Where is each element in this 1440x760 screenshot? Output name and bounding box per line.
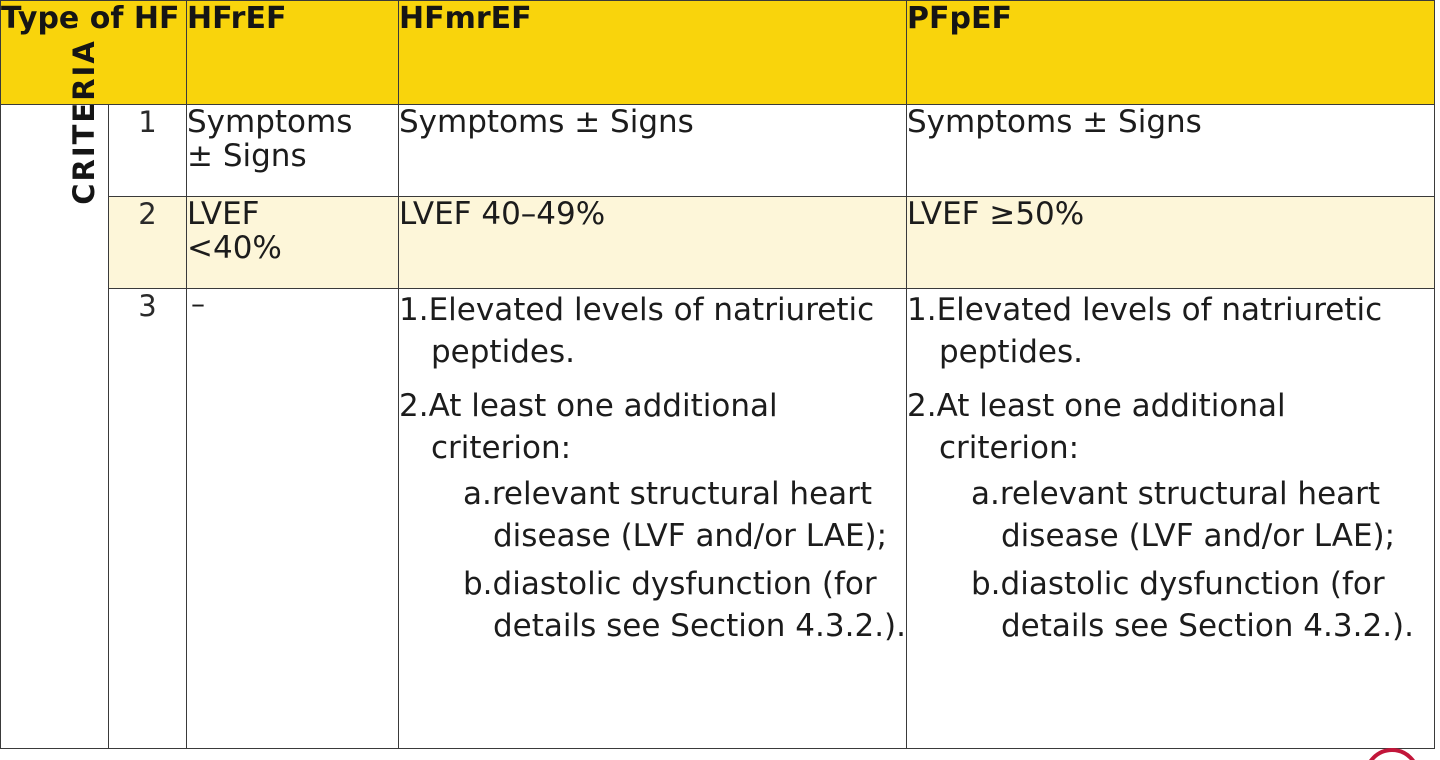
hfpef-criteria-cell	[907, 289, 1435, 749]
hfref-line: Symptoms	[187, 104, 353, 140]
hfmref-criteria-cell	[399, 289, 907, 749]
hfref-line: LVEF	[187, 196, 260, 232]
criteria-cell	[1, 39, 109, 749]
row-number: 2	[109, 197, 187, 289]
criterion-subitem: a.relevant structural heart disease (LVF and/or LAE);	[463, 476, 888, 554]
hfpef-cell: Symptoms ± Signs	[907, 105, 1435, 197]
criterion-item	[907, 385, 1434, 647]
logo-ring-icon	[1364, 748, 1420, 760]
criteria-label: CRITERIA	[66, 39, 101, 205]
logo-icon	[1362, 748, 1426, 760]
hfref-line: ± Signs	[187, 138, 307, 174]
criterion-subitem: a.relevant structural heart disease (LVF and/or LAE);	[971, 476, 1396, 554]
hfmref-cell: LVEF 40–49%	[399, 197, 907, 289]
row-number: 3	[109, 289, 187, 749]
criterion-text: 2.At least one additional criterion:	[399, 388, 778, 466]
hfmref-cell: Symptoms ± Signs	[399, 105, 907, 197]
criterion-subitem: b.diastolic dysfunction (for details see Section 4.3.2.).	[463, 566, 906, 644]
header-hfref: HFrEF	[187, 1, 399, 105]
criterion-item	[399, 385, 906, 647]
row-number: 1	[109, 105, 187, 197]
header-hfpef: PFpEF	[907, 1, 1435, 105]
criterion-subitem: b.diastolic dysfunction (for details see Section 4.3.2.).	[971, 566, 1414, 644]
table-row	[1, 197, 1435, 289]
empty-dash: –	[191, 287, 205, 320]
criterion-text: 2.At least one additional criterion:	[907, 388, 1286, 466]
criterion-item: 1.Elevated levels of natriuretic peptides.	[399, 292, 875, 370]
hfref-line: <40%	[187, 230, 282, 266]
hfpef-cell: LVEF ≥50%	[907, 197, 1435, 289]
criterion-item: 1.Elevated levels of natriuretic peptides.	[907, 292, 1383, 370]
hfref-cell	[187, 197, 399, 289]
table-header-row	[1, 1, 1435, 105]
table-row	[1, 289, 1435, 749]
hfref-cell	[187, 289, 399, 749]
header-type-of-hf: Type of HF	[1, 1, 187, 105]
table-row	[1, 105, 1435, 197]
hfref-cell	[187, 105, 399, 197]
header-hfmref: HFmrEF	[399, 1, 907, 105]
